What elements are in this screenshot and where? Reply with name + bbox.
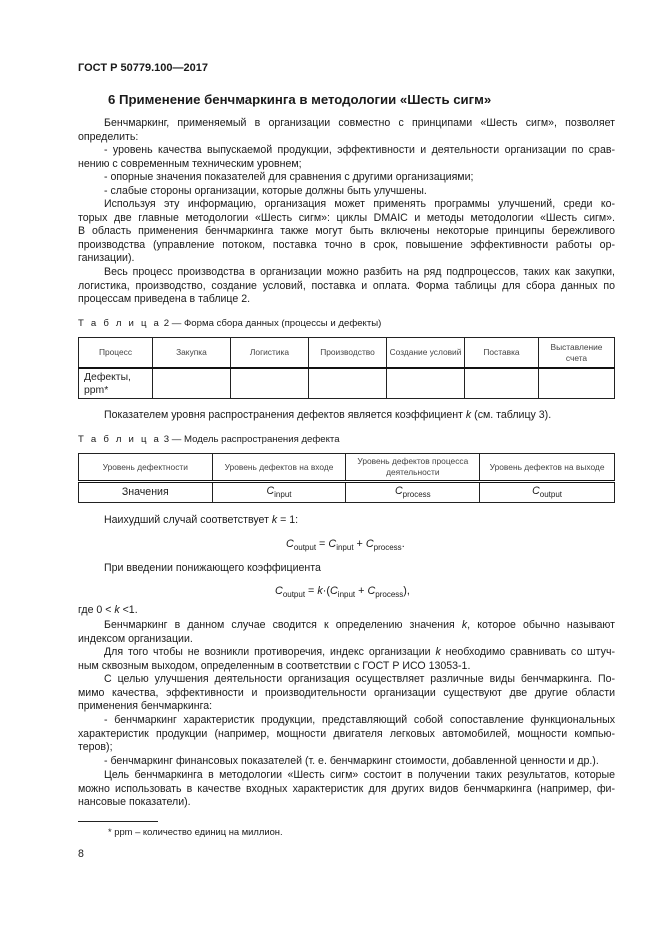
text-line: теров); bbox=[78, 741, 113, 754]
caption-label: Т а б л и ц а bbox=[78, 434, 162, 445]
formula-reduced bbox=[275, 585, 410, 599]
var-sub: input bbox=[274, 489, 292, 499]
col-header: Поставка bbox=[465, 338, 539, 369]
var-sub: process bbox=[375, 590, 404, 599]
table-cell bbox=[480, 482, 615, 503]
row-label bbox=[79, 368, 153, 399]
bullet-weak-points bbox=[78, 185, 615, 199]
col-header: Уровень дефектов на входе bbox=[212, 454, 346, 482]
text: Для того чтобы не возникли противоречия, индекс организации bbox=[104, 646, 436, 658]
text-line: В область применения бенчмаркинга также могут быть включены некоторые принципы бережливого bbox=[78, 225, 615, 238]
var-base: C bbox=[532, 484, 540, 497]
table-cell bbox=[346, 482, 480, 503]
text-line: Бенчмаркинг, применяемый в организации совместно с принципами «Шесть сигм», позволяет bbox=[104, 117, 615, 129]
text-line bbox=[78, 514, 615, 528]
text-line: мимо качества, эффективности и производительности организации существуют две другие области bbox=[78, 686, 615, 699]
row-label-line: ppm* bbox=[84, 384, 109, 396]
var-sub: output bbox=[539, 489, 563, 499]
document-header-id: ГОСТ Р 50779.100—2017 bbox=[78, 62, 208, 74]
text-line: нансовые показатели). bbox=[78, 796, 191, 809]
text-line: - слабые стороны организации, которые должны быть улучшены. bbox=[104, 185, 427, 197]
text-line: нению с современным техническим уровнем; bbox=[78, 157, 302, 170]
var-base: C bbox=[394, 484, 403, 497]
table-row bbox=[79, 482, 615, 503]
operator: = bbox=[305, 585, 318, 597]
col-header: Уровень дефектности bbox=[79, 454, 213, 482]
text-line: процессам приведена в таблице 2. bbox=[78, 293, 251, 306]
text: = 1: bbox=[277, 514, 299, 526]
variable-k: k bbox=[461, 619, 468, 631]
col-header: Логистика bbox=[230, 338, 308, 369]
paragraph-intro bbox=[78, 117, 615, 144]
table-data-collection-form bbox=[78, 337, 615, 399]
var-sub: process bbox=[373, 543, 402, 552]
table-cell bbox=[212, 482, 346, 503]
text-line: ганизации). bbox=[78, 252, 135, 265]
variable-k: k bbox=[317, 585, 323, 597]
text-line bbox=[78, 646, 615, 660]
var-base: C bbox=[329, 585, 338, 597]
table-header-row bbox=[79, 338, 615, 369]
table-cell bbox=[387, 368, 465, 399]
text: Показателем уровня распространения дефектов является коэффициент bbox=[104, 409, 466, 421]
table-row bbox=[79, 368, 615, 399]
var-sub: output bbox=[282, 590, 306, 599]
var-base: C bbox=[365, 538, 374, 550]
variable-k: k bbox=[114, 604, 120, 616]
text-line: С целью улучшения деятельности организация осуществляет различные виды бенчмаркинга. По- bbox=[104, 673, 615, 685]
table-cell bbox=[538, 368, 614, 399]
operator: + bbox=[353, 538, 366, 550]
table-defect-propagation-model bbox=[78, 453, 615, 503]
text: <1. bbox=[119, 604, 138, 616]
paragraph-contradictions bbox=[78, 646, 615, 673]
paragraph-defect-coefficient bbox=[78, 409, 615, 423]
text-line: производства (управление потоком, поставка точно в срок, повышение эффективности работы ор- bbox=[78, 238, 615, 251]
caption-text: 2 — Форма сбора данных (процессы и дефекты) bbox=[161, 318, 382, 329]
var-base: C bbox=[286, 538, 294, 550]
text: где 0 < bbox=[78, 604, 115, 616]
col-header: Закупка bbox=[152, 338, 230, 369]
paragraph-worst-case bbox=[78, 514, 615, 528]
text: Бенчмаркинг в данном случае сводится к определению значения bbox=[104, 619, 462, 631]
table2-caption bbox=[78, 318, 381, 329]
text: необходимо сравнивать со штуч- bbox=[440, 646, 615, 658]
var-sub: input bbox=[336, 543, 354, 552]
table-cell bbox=[465, 368, 539, 399]
col-header: Выставление счета bbox=[538, 338, 614, 369]
var-base: C bbox=[266, 484, 275, 497]
text: Наихудший случай соответствует bbox=[104, 514, 272, 526]
var-base: C bbox=[328, 538, 337, 550]
row-label: Значения bbox=[79, 482, 213, 503]
text-line: - бенчмаркинг характеристик продукции, представляющий собой сопоставление функциональных bbox=[104, 714, 615, 726]
text-line: определить: bbox=[78, 130, 139, 143]
bullet-quality-level bbox=[78, 144, 615, 171]
bullet-product-benchmarking bbox=[78, 714, 615, 755]
section-title: 6 Применение бенчмаркинга в методологии «Шесть сигм» bbox=[108, 92, 492, 107]
text-line: характеристик продукции (например, мощности двигателя легковых автомобилей, мощности компью- bbox=[78, 727, 615, 740]
punctuation: . bbox=[401, 538, 405, 550]
col-header: Производство bbox=[308, 338, 386, 369]
variable-k: k bbox=[435, 646, 441, 658]
text-line: ным сквозным выходом, определенным в соответствии с ГОСТ Р ИСО 13053-1. bbox=[78, 659, 471, 672]
punctuation: ), bbox=[403, 585, 410, 597]
operator: ·( bbox=[322, 585, 330, 597]
text-line bbox=[78, 409, 615, 423]
bullet-financial-benchmarking bbox=[78, 755, 615, 769]
paragraph-improvement-programs bbox=[78, 198, 615, 266]
paragraph-reducing-coefficient bbox=[78, 562, 615, 576]
text-line bbox=[78, 619, 615, 633]
col-header: Процесс bbox=[79, 338, 153, 369]
text-line: - бенчмаркинг финансовых показателей (т. е. бенчмаркинг стоимости, добавленной ценности и др.). bbox=[104, 755, 599, 767]
table-cell bbox=[230, 368, 308, 399]
bullet-reference-values bbox=[78, 171, 615, 185]
text: (см. таблицу 3). bbox=[471, 409, 552, 421]
formula-worst-case bbox=[286, 538, 405, 552]
var-sub: output bbox=[293, 543, 317, 552]
caption-label: Т а б л и ц а bbox=[78, 318, 162, 329]
caption-text: 3 — Модель распространения дефекта bbox=[161, 434, 340, 445]
text: , которое обычно называют bbox=[467, 619, 615, 631]
text-line: Весь процесс производства в организации можно разбить на ряд подпроцессов, таких как закупки, bbox=[104, 266, 615, 278]
page-number: 8 bbox=[78, 848, 84, 860]
text-line: Цель бенчмаркинга в методологии «Шесть сигм» состоит в получении таких результатов, которые bbox=[104, 769, 615, 781]
col-header: Уровень дефектов процесса деятельности bbox=[346, 454, 480, 482]
col-header: Уровень дефектов на выходе bbox=[480, 454, 615, 482]
table-cell bbox=[152, 368, 230, 399]
var-base: C bbox=[275, 585, 283, 597]
paragraph-six-sigma-goal bbox=[78, 769, 615, 810]
paragraph-organization-index bbox=[78, 619, 615, 646]
operator: + bbox=[355, 585, 368, 597]
text-line bbox=[78, 604, 615, 618]
text-line: При введении понижающего коэффициента bbox=[104, 562, 321, 574]
text-line: применения бенчмаркинга: bbox=[78, 700, 213, 713]
paragraph-subprocesses bbox=[78, 266, 615, 307]
footnote-ppm: * ppm – количество единиц на миллион. bbox=[108, 826, 283, 837]
text-line: логистика, производство, создание условий, поставка и оплата. Форма таблицы для сбора данных по bbox=[78, 279, 615, 292]
text-line: торых две главные методологии «Шесть сигм»: циклы DMAIC и методы методологии «Шесть сигм». bbox=[78, 211, 615, 224]
col-header: Создание условий bbox=[387, 338, 465, 369]
var-base: C bbox=[367, 585, 376, 597]
table3-caption bbox=[78, 434, 340, 445]
text-line: можно использовать в качестве входных характеристик для других видов бенчмаркинга (например, фи- bbox=[78, 782, 615, 795]
var-sub: process bbox=[402, 489, 431, 499]
variable-k: k bbox=[465, 409, 472, 421]
text-line: Используя эту информацию, организация может применять программы улучшений, среди ко- bbox=[104, 198, 615, 210]
text-line: индексом организации. bbox=[78, 632, 193, 645]
table-cell bbox=[308, 368, 386, 399]
footnote-divider bbox=[78, 821, 158, 822]
variable-k: k bbox=[271, 514, 278, 526]
text-line: - уровень качества выпускаемой продукции, эффективности и деятельности организации по срав- bbox=[104, 144, 615, 156]
var-sub: input bbox=[337, 590, 356, 599]
paragraph-where bbox=[78, 604, 615, 618]
table-header-row bbox=[79, 454, 615, 482]
paragraph-benchmarking-types bbox=[78, 673, 615, 714]
operator: = bbox=[316, 538, 329, 550]
text-line: - опорные значения показателей для сравнения с другими организациями; bbox=[104, 171, 474, 183]
row-label-line: Дефекты, bbox=[84, 371, 131, 383]
